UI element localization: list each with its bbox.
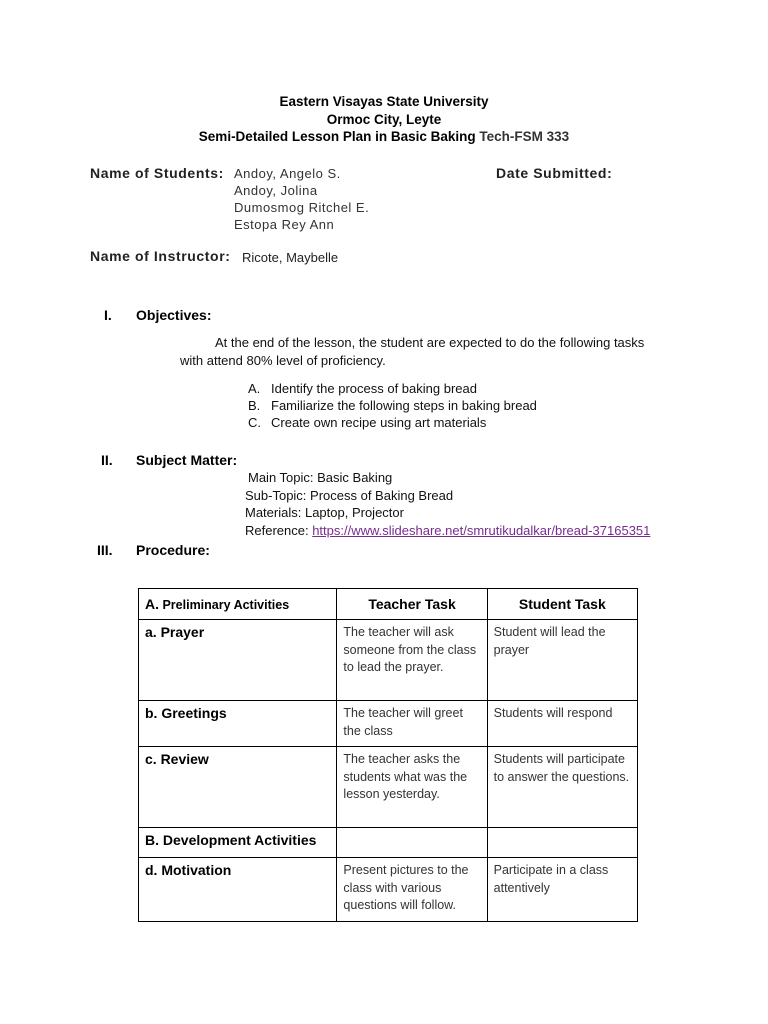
stage-cell: d. Motivation — [139, 858, 337, 922]
teacher-task-cell: The teacher will greet the class — [337, 701, 487, 747]
student-name: Estopa Rey Ann — [234, 217, 335, 232]
objective-letter: B. — [248, 398, 261, 413]
objectives-intro-line2: with attend 80% level of proficiency. — [180, 353, 386, 368]
student-name: Dumosmog Ritchel E. — [234, 200, 370, 215]
course-code: Tech-FSM 333 — [479, 129, 570, 144]
stage-cell: a. Prayer — [139, 620, 337, 701]
university-name: Eastern Visayas State University — [279, 94, 489, 109]
sub-topic: Sub-Topic: Process of Baking Bread — [245, 488, 454, 503]
student-task-cell: Students will respond — [487, 701, 637, 747]
objective-item: Create own recipe using art materials — [271, 415, 487, 430]
student-name: Andoy, Jolina — [234, 183, 318, 198]
table-row — [139, 620, 638, 701]
teacher-task-cell: The teacher asks the students what was the lesson yesterday. — [337, 747, 487, 828]
teacher-task-cell: Present pictures to the class with various questions will follow. — [337, 858, 487, 922]
student-task-cell — [487, 828, 637, 858]
subject-matter-number: II. — [101, 452, 113, 468]
subject-matter-title: Subject Matter: — [136, 452, 238, 468]
reference-link[interactable]: https://www.slideshare.net/smrutikudalkar/bread-37165351 — [312, 523, 651, 538]
header-first: Preliminary Activities — [159, 598, 290, 612]
header-prefix: A. — [145, 596, 159, 612]
students-label: Name of Students: — [90, 165, 224, 181]
reference-line — [245, 523, 650, 538]
objective-item: Familiarize the following steps in baking bread — [271, 398, 537, 413]
materials: Materials: Laptop, Projector — [245, 505, 404, 520]
plan-title: Semi-Detailed Lesson Plan in Basic Baking — [198, 129, 476, 144]
main-topic: Main Topic: Basic Baking — [248, 470, 393, 485]
teacher-task-cell — [337, 828, 487, 858]
teacher-task-cell: The teacher will ask someone from the class to lead the prayer. — [337, 620, 487, 701]
date-submitted-label: Date Submitted: — [496, 165, 613, 181]
student-task-cell: Student will lead the prayer — [487, 620, 637, 701]
table-row — [139, 858, 638, 922]
city-name: Ormoc City, Leyte — [326, 112, 442, 127]
instructor-name: Ricote, Maybelle — [242, 250, 339, 265]
procedure-title: Procedure: — [136, 542, 210, 558]
stage-cell: c. Review — [139, 747, 337, 828]
table-header-row — [139, 589, 638, 620]
student-name: Andoy, Angelo S. — [234, 166, 341, 181]
table-row — [139, 828, 638, 858]
student-task-cell: Participate in a class attentively — [487, 858, 637, 922]
reference-label: Reference: — [245, 523, 313, 538]
plan-title-line — [0, 129, 768, 144]
stage-cell: B. Development Activities — [139, 828, 337, 858]
procedure-number: III. — [97, 542, 113, 558]
objective-item: Identify the process of baking bread — [271, 381, 477, 396]
stage-cell: b. Greetings — [139, 701, 337, 747]
instructor-label: Name of Instructor: — [90, 248, 231, 264]
table-row — [139, 701, 638, 747]
teacher-task-header: Teacher Task — [337, 589, 487, 620]
objective-letter: C. — [248, 415, 261, 430]
preliminary-activities-header — [139, 589, 337, 620]
student-task-header: Student Task — [487, 589, 637, 620]
objectives-intro-line1: At the end of the lesson, the student are expected to do the following tasks — [215, 335, 645, 350]
objective-letter: A. — [248, 381, 261, 396]
student-task-cell: Students will participate to answer the questions. — [487, 747, 637, 828]
objectives-title: Objectives: — [136, 307, 212, 323]
procedure-table — [138, 588, 638, 922]
table-row — [139, 747, 638, 828]
objectives-number: I. — [104, 307, 112, 323]
